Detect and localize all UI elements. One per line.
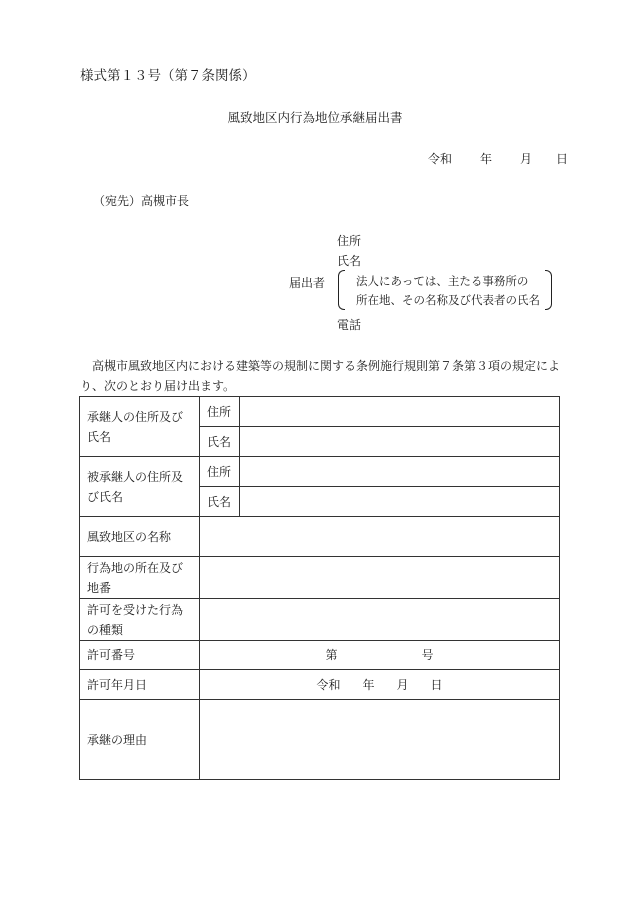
form-number: 様式第１３号（第７条関係）	[80, 68, 256, 84]
permit-date-day: 日	[430, 677, 443, 692]
permitted-type-field[interactable]	[200, 599, 560, 641]
permit-date-year: 年	[362, 677, 375, 692]
permit-date-era: 令和	[316, 677, 341, 692]
note-line-2: 所在地、その名称及び代表者の氏名	[356, 293, 540, 307]
permitted-type-row	[80, 599, 560, 641]
permit-date-row	[80, 670, 560, 700]
permit-date-month: 月	[396, 677, 409, 692]
location-label: 行為地の所在及び地番	[80, 557, 200, 599]
permit-number-field[interactable]	[200, 641, 560, 670]
submission-date	[428, 150, 568, 167]
reason-field[interactable]	[200, 700, 560, 780]
predecessor-address-field[interactable]	[240, 457, 560, 487]
applicant-phone-label: 電話	[337, 318, 362, 332]
successor-address-row	[80, 397, 560, 427]
permit-date-field[interactable]	[200, 670, 560, 700]
intro-paragraph: 高槻市風致地区内における建築等の規制に関する条例施行規則第７条第３項の規定により、次のとおり届け出ます。	[80, 359, 561, 393]
district-row	[80, 517, 560, 557]
date-month: 月	[520, 152, 533, 166]
successor-label: 承継人の住所及び氏名	[80, 397, 200, 457]
permitted-type-label: 許可を受けた行為の種類	[80, 599, 200, 641]
applicant-name-label: 氏名	[337, 254, 362, 268]
notification-table	[79, 396, 560, 780]
applicant-label: 届出者	[289, 276, 326, 290]
corporation-note	[338, 270, 552, 312]
permit-date-label: 許可年月日	[80, 670, 200, 700]
predecessor-address-row	[80, 457, 560, 487]
addressee: （宛先）高槻市長	[93, 194, 190, 208]
successor-name-sublabel: 氏名	[200, 427, 240, 457]
permit-number-row	[80, 641, 560, 670]
location-row	[80, 557, 560, 599]
applicant-address-label: 住所	[337, 234, 362, 248]
location-field[interactable]	[200, 557, 560, 599]
predecessor-name-sublabel: 氏名	[200, 487, 240, 517]
successor-name-field[interactable]	[240, 427, 560, 457]
predecessor-address-sublabel: 住所	[200, 457, 240, 487]
date-era: 令和	[428, 152, 453, 166]
permit-number-label: 許可番号	[80, 641, 200, 670]
district-label: 風致地区の名称	[80, 517, 200, 557]
predecessor-label: 被承継人の住所及び氏名	[80, 457, 200, 517]
predecessor-name-field[interactable]	[240, 487, 560, 517]
left-bracket	[338, 270, 345, 310]
successor-address-sublabel: 住所	[200, 397, 240, 427]
date-day: 日	[556, 152, 569, 166]
date-year: 年	[480, 152, 493, 166]
right-bracket	[545, 270, 552, 310]
district-field[interactable]	[200, 517, 560, 557]
reason-row	[80, 700, 560, 780]
permit-number-prefix: 第	[325, 648, 338, 662]
reason-label: 承継の理由	[80, 700, 200, 780]
permit-number-suffix: 号	[421, 648, 434, 662]
note-line-1: 法人にあっては、主たる事務所の	[356, 274, 529, 288]
successor-address-field[interactable]	[240, 397, 560, 427]
document-title: 風致地区内行為地位承継届出書	[227, 110, 403, 125]
